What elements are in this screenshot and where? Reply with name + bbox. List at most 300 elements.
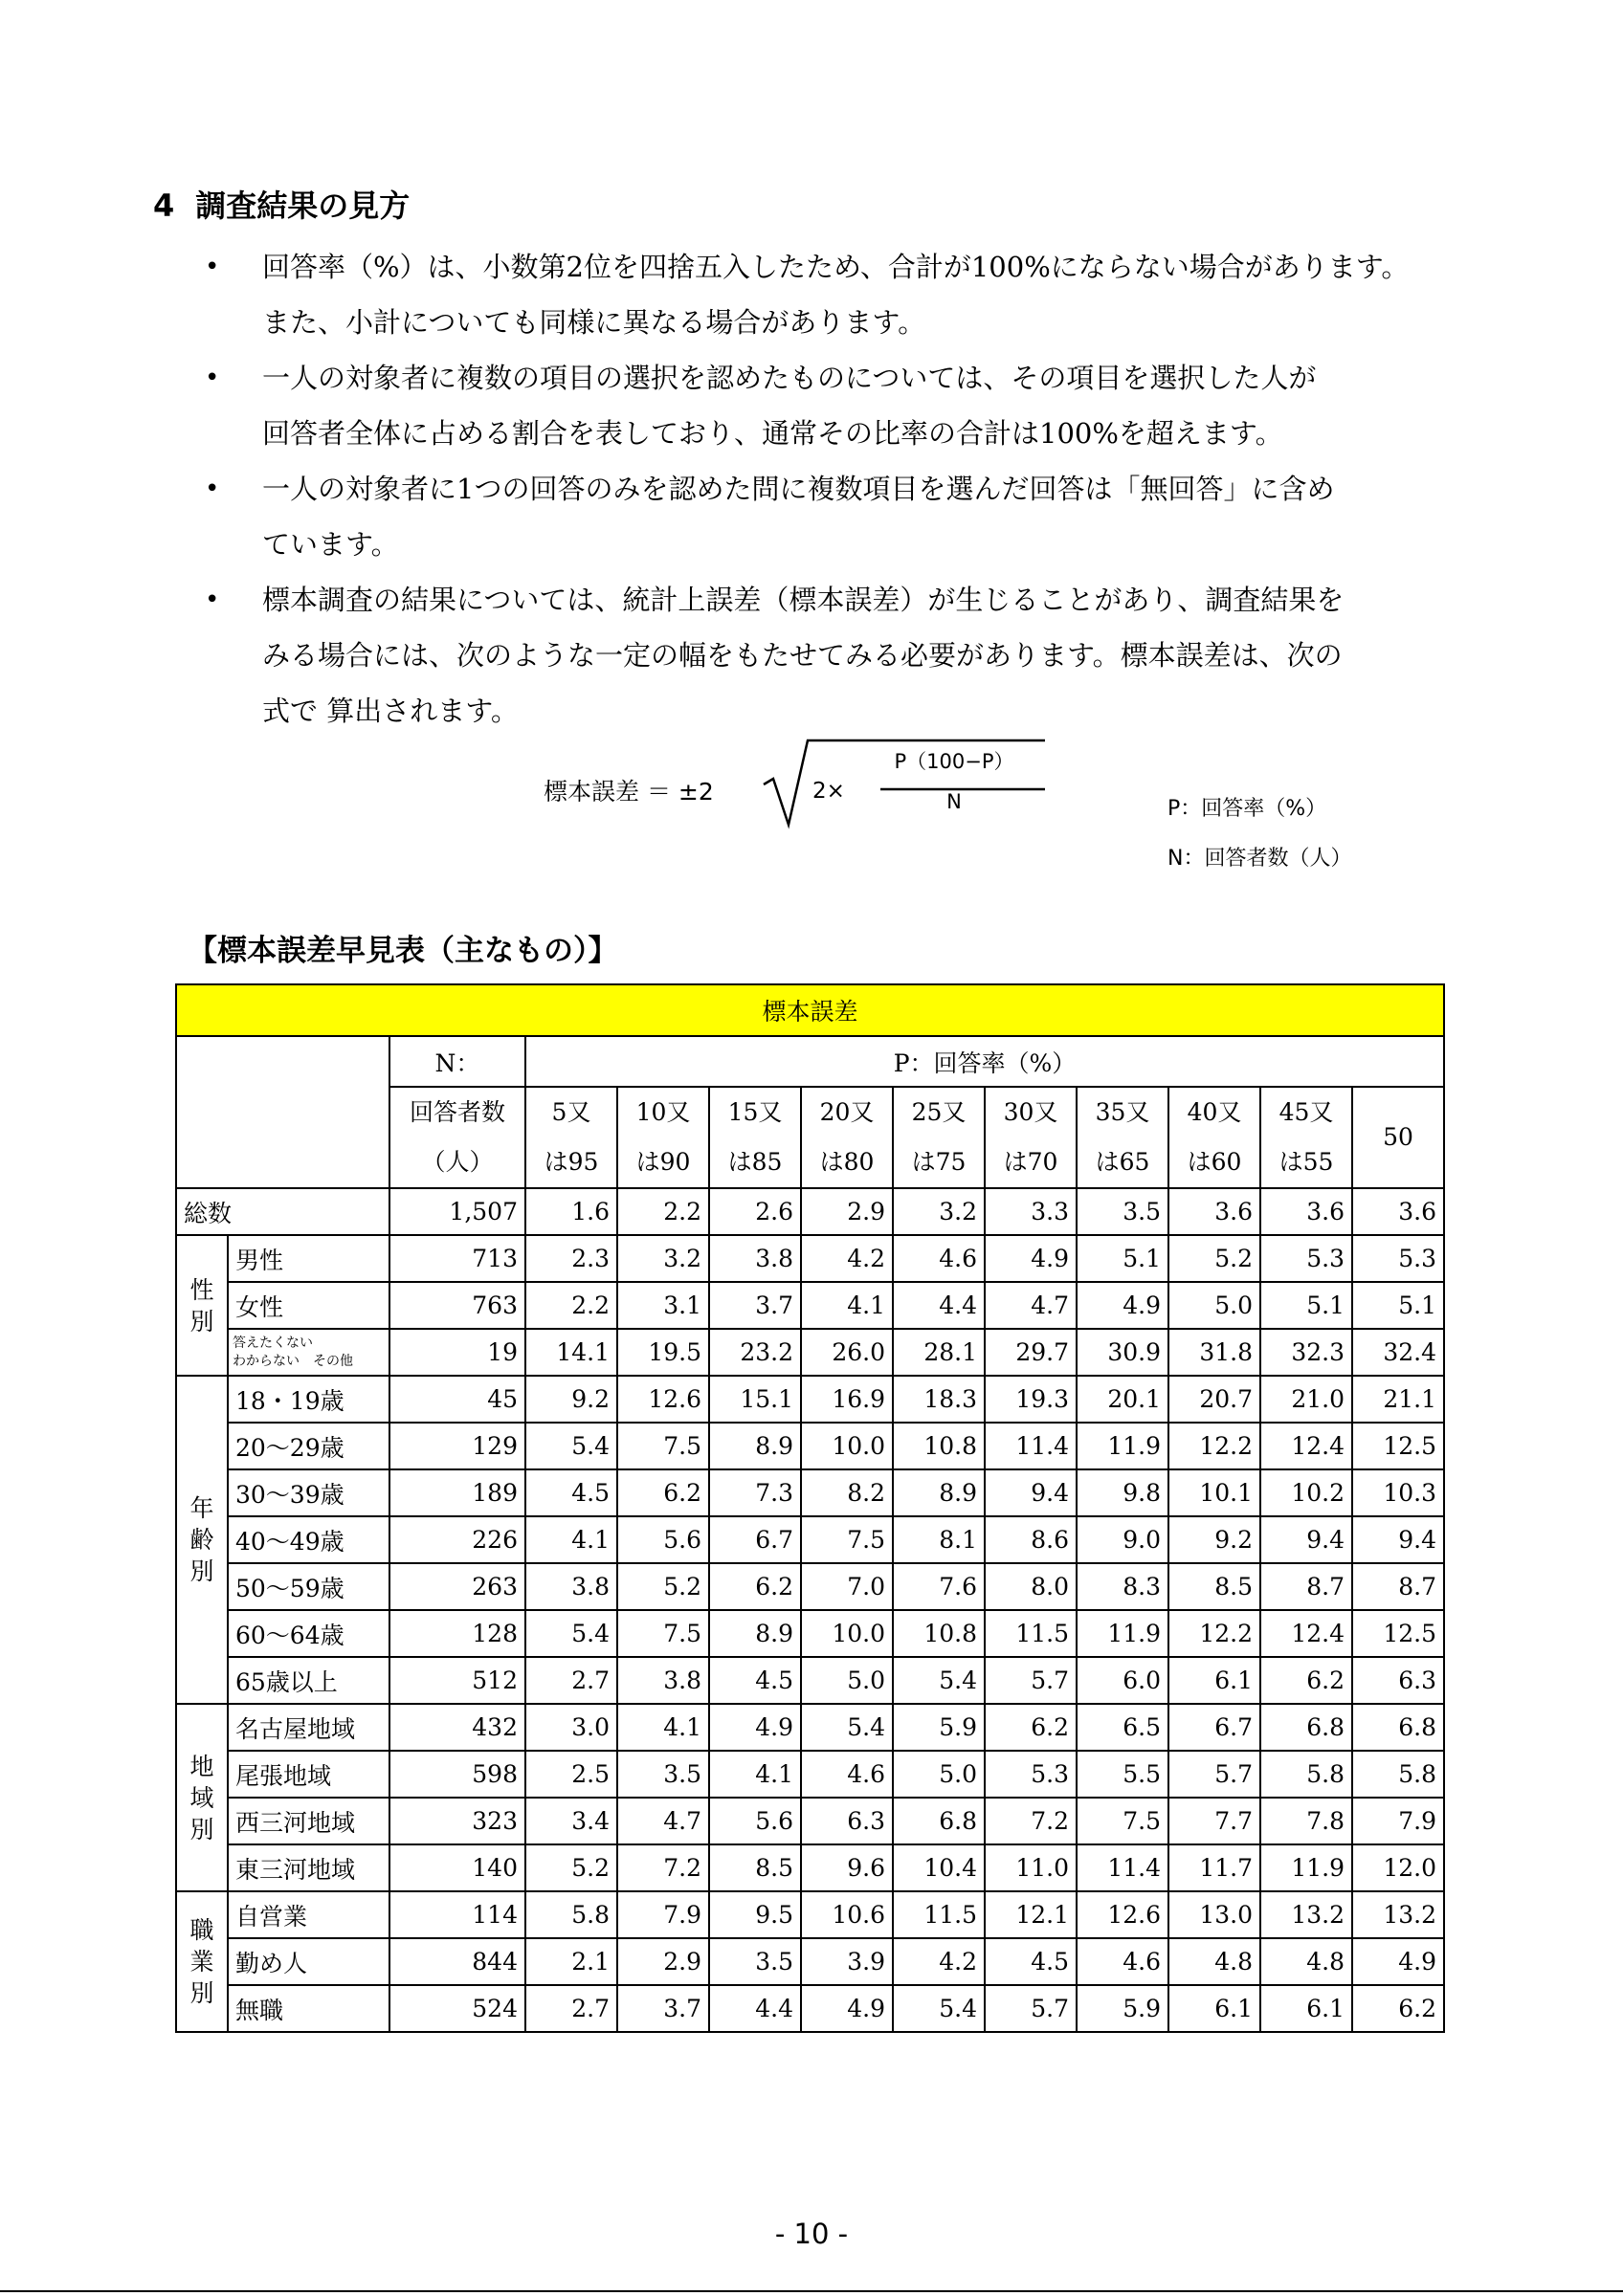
row-label: 名古屋地域: [228, 1704, 389, 1751]
se-value-cell: 7.5: [1077, 1798, 1168, 1844]
se-value-cell: 2.5: [525, 1751, 617, 1798]
section-number: 4: [153, 188, 175, 224]
n-cell: 140: [389, 1844, 525, 1891]
se-value-cell: 6.7: [709, 1516, 801, 1563]
legend-p: P：回答率（%）: [1167, 797, 1327, 821]
se-value-cell: 11.5: [893, 1891, 985, 1938]
header-p-col-top: 20又: [819, 1098, 875, 1126]
se-value-cell: 9.2: [525, 1376, 617, 1423]
se-value-cell: 3.7: [709, 1282, 801, 1329]
se-value-cell: 2.1: [525, 1938, 617, 1985]
se-value-cell: 11.9: [1260, 1844, 1352, 1891]
n-cell: 713: [389, 1235, 525, 1282]
se-value-cell: 10.8: [893, 1610, 985, 1657]
n-cell: 263: [389, 1563, 525, 1610]
se-value-cell: 3.9: [801, 1938, 893, 1985]
row-label: 総数: [176, 1188, 389, 1235]
note-line: また、小計についても同様に異なる場合があります。: [262, 306, 926, 339]
n-cell: 524: [389, 1985, 525, 2032]
se-value-cell: 31.8: [1168, 1329, 1260, 1376]
row-label: 西三河地域: [228, 1798, 389, 1844]
se-value-cell: 5.7: [985, 1985, 1077, 2032]
se-value-cell: 7.9: [617, 1891, 709, 1938]
n-cell: 226: [389, 1516, 525, 1563]
se-value-cell: 2.2: [617, 1188, 709, 1235]
table-row: [176, 1423, 1444, 1469]
se-value-cell: 4.9: [709, 1704, 801, 1751]
se-value-cell: 6.2: [617, 1469, 709, 1516]
group-label: [176, 1891, 228, 2032]
se-value-cell: 4.7: [985, 1282, 1077, 1329]
se-value-cell: 4.8: [1260, 1938, 1352, 1985]
se-value-cell: 10.0: [801, 1423, 893, 1469]
note-item: [199, 350, 1481, 461]
se-value-cell: 2.2: [525, 1282, 617, 1329]
se-value-cell: 20.1: [1077, 1376, 1168, 1423]
se-value-cell: 12.4: [1260, 1423, 1352, 1469]
se-value-cell: 5.4: [893, 1657, 985, 1704]
header-p-col: [801, 1087, 893, 1188]
group-label: [176, 1235, 228, 1376]
se-value-cell: 4.8: [1168, 1938, 1260, 1985]
note-line: 一人の対象者に1つの回答のみを認めた問に複数項目を選んだ回答は「無回答」に含め: [262, 473, 1335, 505]
header-p-col-top: 5又: [551, 1098, 591, 1126]
se-value-cell: 11.9: [1077, 1610, 1168, 1657]
table-row: [176, 1704, 1444, 1751]
se-value-cell: 7.2: [985, 1798, 1077, 1844]
se-value-cell: 3.6: [1352, 1188, 1444, 1235]
se-value-cell: 2.9: [617, 1938, 709, 1985]
se-value-cell: 12.0: [1352, 1844, 1444, 1891]
note-line: 一人の対象者に複数の項目の選択を認めたものについては、その項目を選択した人が: [262, 362, 1317, 394]
table-row: [176, 1610, 1444, 1657]
header-p-col-top: 30又: [1003, 1098, 1058, 1126]
formula-legend: [1167, 784, 1351, 884]
se-value-cell: 11.9: [1077, 1423, 1168, 1469]
note-line: 回答者全体に占める割合を表しており、通常その比率の合計は100%を超えます。: [262, 417, 1283, 450]
group-label-char: 業: [189, 1948, 214, 1976]
se-value-cell: 9.0: [1077, 1516, 1168, 1563]
n-cell: 1,507: [389, 1188, 525, 1235]
se-value-cell: 8.9: [709, 1423, 801, 1469]
row-label: 男性: [228, 1235, 389, 1282]
group-label-char: 性: [189, 1275, 214, 1304]
se-value-cell: 4.9: [801, 1985, 893, 2032]
header-blank-cell: [176, 1036, 389, 1188]
row-label: 尾張地域: [228, 1751, 389, 1798]
se-value-cell: 2.3: [525, 1235, 617, 1282]
n-cell: 189: [389, 1469, 525, 1516]
se-value-cell: 2.6: [709, 1188, 801, 1235]
se-value-cell: 6.1: [1168, 1985, 1260, 2032]
n-cell: 432: [389, 1704, 525, 1751]
se-value-cell: 9.4: [985, 1469, 1077, 1516]
se-value-cell: 9.4: [1260, 1516, 1352, 1563]
se-value-cell: 5.2: [525, 1844, 617, 1891]
se-value-cell: 6.3: [801, 1798, 893, 1844]
se-value-cell: 3.7: [617, 1985, 709, 2032]
se-value-cell: 7.7: [1168, 1798, 1260, 1844]
se-value-cell: 5.1: [1352, 1282, 1444, 1329]
header-p-col: [1260, 1087, 1352, 1188]
se-value-cell: 10.0: [801, 1610, 893, 1657]
se-value-cell: 5.0: [1168, 1282, 1260, 1329]
table-row: [176, 1798, 1444, 1844]
se-value-cell: 5.7: [1168, 1751, 1260, 1798]
table-row: [176, 1235, 1444, 1282]
note-item: [199, 461, 1481, 572]
group-label-char: 齢: [189, 1526, 214, 1554]
se-value-cell: 4.2: [801, 1235, 893, 1282]
formula-factor: 2×: [812, 779, 845, 804]
se-value-cell: 5.3: [1352, 1235, 1444, 1282]
se-value-cell: 20.7: [1168, 1376, 1260, 1423]
row-label: [228, 1329, 389, 1376]
se-value-cell: 8.2: [801, 1469, 893, 1516]
se-value-cell: 21.0: [1260, 1376, 1352, 1423]
se-value-cell: 8.7: [1352, 1563, 1444, 1610]
se-value-cell: 5.1: [1260, 1282, 1352, 1329]
se-value-cell: 16.9: [801, 1376, 893, 1423]
section-heading: [153, 182, 410, 226]
se-value-cell: 11.0: [985, 1844, 1077, 1891]
header-n-bottom: （人）: [421, 1148, 494, 1176]
se-value-cell: 9.6: [801, 1844, 893, 1891]
se-value-cell: 2.7: [525, 1985, 617, 2032]
table-header-row: [176, 1036, 1444, 1087]
row-label: 自営業: [228, 1891, 389, 1938]
group-label-char: 職: [189, 1916, 214, 1944]
se-value-cell: 5.4: [893, 1985, 985, 2032]
se-value-cell: 7.6: [893, 1563, 985, 1610]
group-label-char: 別: [189, 1307, 214, 1336]
se-value-cell: 19.3: [985, 1376, 1077, 1423]
header-p-col-top: 50: [1383, 1123, 1413, 1151]
header-p-col-bottom: は70: [1003, 1148, 1058, 1176]
se-value-cell: 15.1: [709, 1376, 801, 1423]
se-value-cell: 4.6: [1077, 1938, 1168, 1985]
table-row: [176, 1329, 1444, 1376]
bottom-rule: [0, 2290, 1623, 2292]
note-line: ています。: [262, 528, 399, 561]
se-value-cell: 5.2: [617, 1563, 709, 1610]
se-value-cell: 10.6: [801, 1891, 893, 1938]
group-label-char: 別: [189, 1557, 214, 1585]
se-value-cell: 3.5: [709, 1938, 801, 1985]
notes-list: [199, 239, 1481, 739]
formula-lhs: 標本誤差 ＝ ±2: [544, 778, 714, 806]
se-value-cell: 28.1: [893, 1329, 985, 1376]
header-p-label: P：回答率（%）: [525, 1036, 1444, 1087]
table-row: [176, 1985, 1444, 2032]
se-value-cell: 5.5: [1077, 1751, 1168, 1798]
note-line: みる場合には、次のような一定の幅をもたせてみる必要があります。標本誤差は、次の: [262, 639, 1343, 672]
se-value-cell: 8.5: [1168, 1563, 1260, 1610]
table-header-title: 標本誤差: [176, 984, 1444, 1036]
se-value-cell: 5.3: [985, 1751, 1077, 1798]
se-value-cell: 10.4: [893, 1844, 985, 1891]
se-value-cell: 4.9: [1077, 1282, 1168, 1329]
n-cell: 19: [389, 1329, 525, 1376]
table-row: [176, 1563, 1444, 1610]
se-value-cell: 8.9: [893, 1469, 985, 1516]
se-value-cell: 3.8: [617, 1657, 709, 1704]
se-value-cell: 30.9: [1077, 1329, 1168, 1376]
se-value-cell: 4.7: [617, 1798, 709, 1844]
group-label-char: 別: [189, 1815, 214, 1843]
se-value-cell: 4.5: [985, 1938, 1077, 1985]
se-value-cell: 5.7: [985, 1657, 1077, 1704]
se-value-cell: 3.8: [709, 1235, 801, 1282]
se-value-cell: 4.4: [893, 1282, 985, 1329]
se-value-cell: 4.1: [709, 1751, 801, 1798]
section-title: 調査結果の見方: [195, 188, 411, 224]
se-value-cell: 12.2: [1168, 1423, 1260, 1469]
se-value-cell: 5.9: [893, 1704, 985, 1751]
se-value-cell: 19.5: [617, 1329, 709, 1376]
header-p-col-top: 25又: [911, 1098, 967, 1126]
se-value-cell: 5.4: [525, 1610, 617, 1657]
se-value-cell: 9.8: [1077, 1469, 1168, 1516]
se-value-cell: 10.1: [1168, 1469, 1260, 1516]
se-value-cell: 5.2: [1168, 1235, 1260, 1282]
header-p-col-top: 35又: [1095, 1098, 1150, 1126]
row-label-line: わからない その他: [233, 1353, 353, 1369]
group-label-char: 地: [189, 1752, 214, 1780]
se-value-cell: 4.1: [801, 1282, 893, 1329]
se-value-cell: 4.6: [893, 1235, 985, 1282]
row-label: 女性: [228, 1282, 389, 1329]
group-label: [176, 1704, 228, 1891]
table-row: [176, 1938, 1444, 1985]
header-p-col-top: 40又: [1187, 1098, 1242, 1126]
bullet-icon: •: [205, 364, 220, 392]
se-value-cell: 6.5: [1077, 1704, 1168, 1751]
row-label-line: 答えたくない: [233, 1335, 313, 1351]
note-item: [199, 572, 1481, 739]
se-value-cell: 7.0: [801, 1563, 893, 1610]
se-value-cell: 3.6: [1168, 1188, 1260, 1235]
table-row: [176, 1844, 1444, 1891]
se-value-cell: 4.4: [709, 1985, 801, 2032]
table-row: [176, 1282, 1444, 1329]
se-value-cell: 4.2: [893, 1938, 985, 1985]
se-value-cell: 5.6: [617, 1516, 709, 1563]
se-value-cell: 3.5: [617, 1751, 709, 1798]
header-p-col: [617, 1087, 709, 1188]
table-row: [176, 1516, 1444, 1563]
row-label: 20～29歳: [228, 1423, 389, 1469]
bullet-icon: •: [205, 253, 220, 281]
header-p-col-bottom: は90: [635, 1148, 691, 1176]
n-cell: 323: [389, 1798, 525, 1844]
header-p-col-bottom: は85: [727, 1148, 783, 1176]
se-value-cell: 7.5: [617, 1423, 709, 1469]
se-value-cell: 3.2: [617, 1235, 709, 1282]
se-value-cell: 6.1: [1168, 1657, 1260, 1704]
n-cell: 129: [389, 1423, 525, 1469]
se-value-cell: 6.8: [1260, 1704, 1352, 1751]
header-p-col: [525, 1087, 617, 1188]
row-label: 40～49歳: [228, 1516, 389, 1563]
se-value-cell: 8.5: [709, 1844, 801, 1891]
se-value-cell: 7.5: [801, 1516, 893, 1563]
se-value-cell: 6.3: [1352, 1657, 1444, 1704]
se-value-cell: 2.7: [525, 1657, 617, 1704]
se-value-cell: 5.0: [893, 1751, 985, 1798]
se-value-cell: 3.0: [525, 1704, 617, 1751]
n-cell: 844: [389, 1938, 525, 1985]
se-value-cell: 3.1: [617, 1282, 709, 1329]
se-value-cell: 4.6: [801, 1751, 893, 1798]
table-title: 【標本誤差早見表（主なもの）】: [188, 934, 618, 968]
se-value-cell: 8.1: [893, 1516, 985, 1563]
se-value-cell: 6.1: [1260, 1985, 1352, 2032]
se-value-cell: 6.2: [1260, 1657, 1352, 1704]
formula-numerator: P（100−P）: [894, 750, 1014, 773]
se-value-cell: 12.6: [1077, 1891, 1168, 1938]
formula-denominator: N: [946, 790, 962, 813]
bullet-icon: •: [205, 585, 220, 614]
se-value-cell: 6.8: [1352, 1704, 1444, 1751]
se-value-cell: 23.2: [709, 1329, 801, 1376]
se-value-cell: 3.4: [525, 1798, 617, 1844]
row-label: 無職: [228, 1985, 389, 2032]
header-p-col-bottom: は95: [544, 1148, 599, 1176]
header-p-col-top: 10又: [635, 1098, 691, 1126]
se-value-cell: 6.2: [1352, 1985, 1444, 2032]
se-value-cell: 9.2: [1168, 1516, 1260, 1563]
se-value-cell: 7.3: [709, 1469, 801, 1516]
se-value-cell: 8.7: [1260, 1563, 1352, 1610]
table-row: [176, 1376, 1444, 1423]
note-line: 標本調査の結果については、統計上誤差（標本誤差）が生じることがあり、調査結果を: [262, 584, 1345, 616]
row-label: 18・19歳: [228, 1376, 389, 1423]
se-value-cell: 6.8: [893, 1798, 985, 1844]
n-cell: 512: [389, 1657, 525, 1704]
group-label-char: 別: [189, 1979, 214, 2007]
group-label-char: 年: [189, 1494, 214, 1522]
se-value-cell: 5.8: [1260, 1751, 1352, 1798]
se-value-cell: 4.5: [525, 1469, 617, 1516]
se-value-cell: 5.9: [1077, 1985, 1168, 2032]
se-value-cell: 12.5: [1352, 1423, 1444, 1469]
se-value-cell: 5.8: [1352, 1751, 1444, 1798]
se-value-cell: 5.0: [801, 1657, 893, 1704]
se-value-cell: 5.1: [1077, 1235, 1168, 1282]
header-p-col-bottom: は75: [911, 1148, 967, 1176]
se-value-cell: 11.7: [1168, 1844, 1260, 1891]
legend-n: N：回答者数（人）: [1167, 847, 1352, 871]
header-p-col-top: 15又: [727, 1098, 783, 1126]
header-p-col: [709, 1087, 801, 1188]
se-value-cell: 12.2: [1168, 1610, 1260, 1657]
row-label: 50～59歳: [228, 1563, 389, 1610]
se-value-cell: 9.4: [1352, 1516, 1444, 1563]
se-value-cell: 7.5: [617, 1610, 709, 1657]
se-value-cell: 11.4: [985, 1423, 1077, 1469]
se-value-cell: 5.8: [525, 1891, 617, 1938]
se-value-cell: 6.2: [709, 1563, 801, 1610]
row-label: 東三河地域: [228, 1844, 389, 1891]
header-p-col: [893, 1087, 985, 1188]
se-value-cell: 4.1: [525, 1516, 617, 1563]
page-number: - 10 -: [774, 2218, 849, 2250]
se-value-cell: 12.1: [985, 1891, 1077, 1938]
se-value-cell: 8.3: [1077, 1563, 1168, 1610]
row-label: 30～39歳: [228, 1469, 389, 1516]
se-value-cell: 2.9: [801, 1188, 893, 1235]
se-value-cell: 12.4: [1260, 1610, 1352, 1657]
se-value-cell: 5.4: [525, 1423, 617, 1469]
se-value-cell: 13.2: [1260, 1891, 1352, 1938]
header-p-col: [985, 1087, 1077, 1188]
se-value-cell: 4.1: [617, 1704, 709, 1751]
se-value-cell: 10.8: [893, 1423, 985, 1469]
se-value-cell: 3.3: [985, 1188, 1077, 1235]
row-label: 勤め人: [228, 1938, 389, 1985]
n-cell: 598: [389, 1751, 525, 1798]
se-value-cell: 32.4: [1352, 1329, 1444, 1376]
se-value-cell: 12.5: [1352, 1610, 1444, 1657]
note-line: 式で 算出されます。: [262, 695, 519, 727]
header-p-col-bottom: は65: [1095, 1148, 1150, 1176]
header-n-mid: 回答者数: [409, 1098, 505, 1126]
se-value-cell: 14.1: [525, 1329, 617, 1376]
note-line: 回答率（%）は、小数第2位を四捨五入したため、合計が100%にならない場合があります。: [262, 251, 1410, 283]
header-p-col: [1077, 1087, 1168, 1188]
se-value-cell: 3.5: [1077, 1188, 1168, 1235]
header-n-label: N：: [389, 1036, 525, 1087]
table-row: [176, 1657, 1444, 1704]
se-value-cell: 11.4: [1077, 1844, 1168, 1891]
se-value-cell: 4.9: [1352, 1938, 1444, 1985]
se-value-cell: 32.3: [1260, 1329, 1352, 1376]
se-value-cell: 1.6: [525, 1188, 617, 1235]
se-value-cell: 10.3: [1352, 1469, 1444, 1516]
se-value-cell: 7.8: [1260, 1798, 1352, 1844]
n-cell: 45: [389, 1376, 525, 1423]
se-value-cell: 7.2: [617, 1844, 709, 1891]
table-row: [176, 1891, 1444, 1938]
n-cell: 114: [389, 1891, 525, 1938]
se-value-cell: 4.9: [985, 1235, 1077, 1282]
se-value-cell: 6.0: [1077, 1657, 1168, 1704]
header-p-col: [1168, 1087, 1260, 1188]
se-value-cell: 9.5: [709, 1891, 801, 1938]
group-label: [176, 1376, 228, 1704]
header-p-col-bottom: は80: [819, 1148, 875, 1176]
se-value-cell: 7.9: [1352, 1798, 1444, 1844]
header-p-col-bottom: は55: [1278, 1148, 1334, 1176]
se-value-cell: 26.0: [801, 1329, 893, 1376]
se-value-cell: 5.6: [709, 1798, 801, 1844]
table-row-total: [176, 1188, 1444, 1235]
se-value-cell: 4.5: [709, 1657, 801, 1704]
note-item: [199, 239, 1481, 350]
se-value-cell: 29.7: [985, 1329, 1077, 1376]
row-label: 60～64歳: [228, 1610, 389, 1657]
se-value-cell: 8.9: [709, 1610, 801, 1657]
bullet-icon: •: [205, 475, 220, 503]
se-value-cell: 3.6: [1260, 1188, 1352, 1235]
se-value-cell: 5.3: [1260, 1235, 1352, 1282]
standard-error-table: [175, 983, 1445, 2033]
header-p-col: [1352, 1087, 1444, 1188]
se-value-cell: 13.2: [1352, 1891, 1444, 1938]
header-n-sub: [389, 1087, 525, 1188]
se-value-cell: 6.2: [985, 1704, 1077, 1751]
